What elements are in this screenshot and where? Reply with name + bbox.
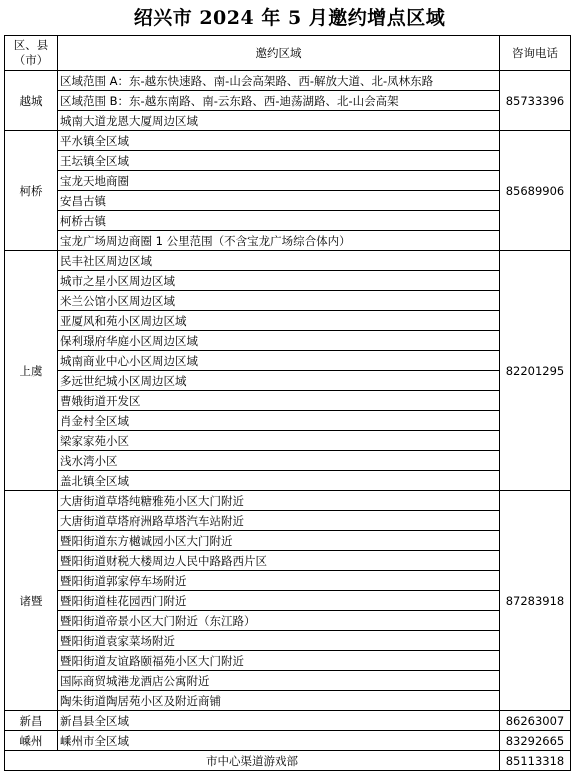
area-cell: 嵊州市全区域 (58, 731, 500, 751)
header-area: 邀约区域 (58, 36, 500, 71)
area-cell: 陶朱街道陶居苑小区及附近商铺 (58, 691, 500, 711)
area-cell: 梁家家苑小区 (58, 431, 500, 451)
phone-cell: 85689906 (500, 131, 571, 251)
table-row (5, 151, 571, 171)
phone-cell: 85733396 (500, 71, 571, 131)
table-row (5, 531, 571, 551)
area-cell: 城南大道龙恩大厦周边区域 (58, 111, 500, 131)
table-row (5, 691, 571, 711)
area-cell: 盖北镇全区域 (58, 471, 500, 491)
table-row (5, 111, 571, 131)
area-cell: 安昌古镇 (58, 191, 500, 211)
area-cell: 暨阳街道财税大楼周边人民中路路西片区 (58, 551, 500, 571)
table-row (5, 311, 571, 331)
table-row (5, 191, 571, 211)
area-cell: 民丰社区周边区域 (58, 251, 500, 271)
region-cell: 诸暨 (5, 491, 58, 711)
table-row (5, 611, 571, 631)
table-row (5, 71, 571, 91)
header-region-line1: 区、县 (13, 38, 49, 52)
header-region (5, 36, 58, 71)
header-region-line2: （市） (13, 53, 49, 67)
area-cell: 宝龙广场周边商圈 1 公里范围（不含宝龙广场综合体内） (58, 231, 500, 251)
area-cell: 多远世纪城小区周边区域 (58, 371, 500, 391)
table-header-row (5, 36, 571, 71)
footer-label: 市中心渠道游戏部 (5, 751, 500, 771)
phone-cell: 83292665 (500, 731, 571, 751)
table-row (5, 371, 571, 391)
region-cell: 上虞 (5, 251, 58, 491)
area-cell: 米兰公馆小区周边区域 (58, 291, 500, 311)
area-cell: 大唐街道草塔府洲路草塔汽车站附近 (58, 511, 500, 531)
area-cell: 浅水湾小区 (58, 451, 500, 471)
area-cell: 王坛镇全区域 (58, 151, 500, 171)
table-row (5, 471, 571, 491)
area-cell: 暨阳街道东方樾诚园小区大门附近 (58, 531, 500, 551)
table-row (5, 211, 571, 231)
region-cell: 柯桥 (5, 131, 58, 251)
area-cell: 柯桥古镇 (58, 211, 500, 231)
area-cell: 平水镇全区域 (58, 131, 500, 151)
table-row (5, 571, 571, 591)
area-cell: 亚厦风和苑小区周边区域 (58, 311, 500, 331)
area-cell: 暨阳街道友谊路颐福苑小区大门附近 (58, 651, 500, 671)
header-phone: 咨询电话 (500, 36, 571, 71)
table-body (5, 71, 571, 771)
table-row (5, 131, 571, 151)
area-cell: 曹娥街道开发区 (58, 391, 500, 411)
footer-row (5, 751, 571, 771)
table-row (5, 451, 571, 471)
table-row (5, 591, 571, 611)
region-cell: 嵊州 (5, 731, 58, 751)
area-cell: 暨阳街道郭家停车场附近 (58, 571, 500, 591)
area-cell: 保利璟府华庭小区周边区域 (58, 331, 500, 351)
region-cell: 越城 (5, 71, 58, 131)
area-cell: 大唐街道草塔纯糖雅苑小区大门附近 (58, 491, 500, 511)
area-cell: 暨阳街道帝景小区大门附近（东江路） (58, 611, 500, 631)
area-cell: 区域范围 A：东-越东快速路、南-山会高架路、西-解放大道、北-凤林东路 (58, 71, 500, 91)
table-row (5, 511, 571, 531)
area-cell: 新昌县全区域 (58, 711, 500, 731)
area-cell: 暨阳街道袁家菜场附近 (58, 631, 500, 651)
area-cell: 国际商贸城港龙酒店公寓附近 (58, 671, 500, 691)
table-row (5, 291, 571, 311)
table-row (5, 91, 571, 111)
region-table (4, 35, 571, 771)
table-row (5, 171, 571, 191)
footer-phone: 85113318 (500, 751, 571, 771)
phone-cell: 87283918 (500, 491, 571, 711)
table-row (5, 251, 571, 271)
phone-cell: 86263007 (500, 711, 571, 731)
table-row (5, 431, 571, 451)
table-row (5, 711, 571, 731)
region-cell: 新昌 (5, 711, 58, 731)
table-row (5, 351, 571, 371)
page-title: 绍兴市 2024 年 5 月邀约增点区域 (133, 7, 446, 29)
table-row (5, 271, 571, 291)
area-cell: 城南商业中心小区周边区域 (58, 351, 500, 371)
area-cell: 区域范围 B：东-越东南路、南-云东路、西-迪荡湖路、北-山会高架 (58, 91, 500, 111)
area-cell: 城市之星小区周边区域 (58, 271, 500, 291)
table-row (5, 491, 571, 511)
table-row (5, 391, 571, 411)
area-cell: 暨阳街道桂花园西门附近 (58, 591, 500, 611)
area-cell: 宝龙天地商圈 (58, 171, 500, 191)
table-row (5, 231, 571, 251)
table-row (5, 731, 571, 751)
table-row (5, 411, 571, 431)
phone-cell: 82201295 (500, 251, 571, 491)
table-row (5, 671, 571, 691)
table-row (5, 631, 571, 651)
table-row (5, 331, 571, 351)
table-row (5, 651, 571, 671)
area-cell: 肖金村全区域 (58, 411, 500, 431)
table-row (5, 551, 571, 571)
